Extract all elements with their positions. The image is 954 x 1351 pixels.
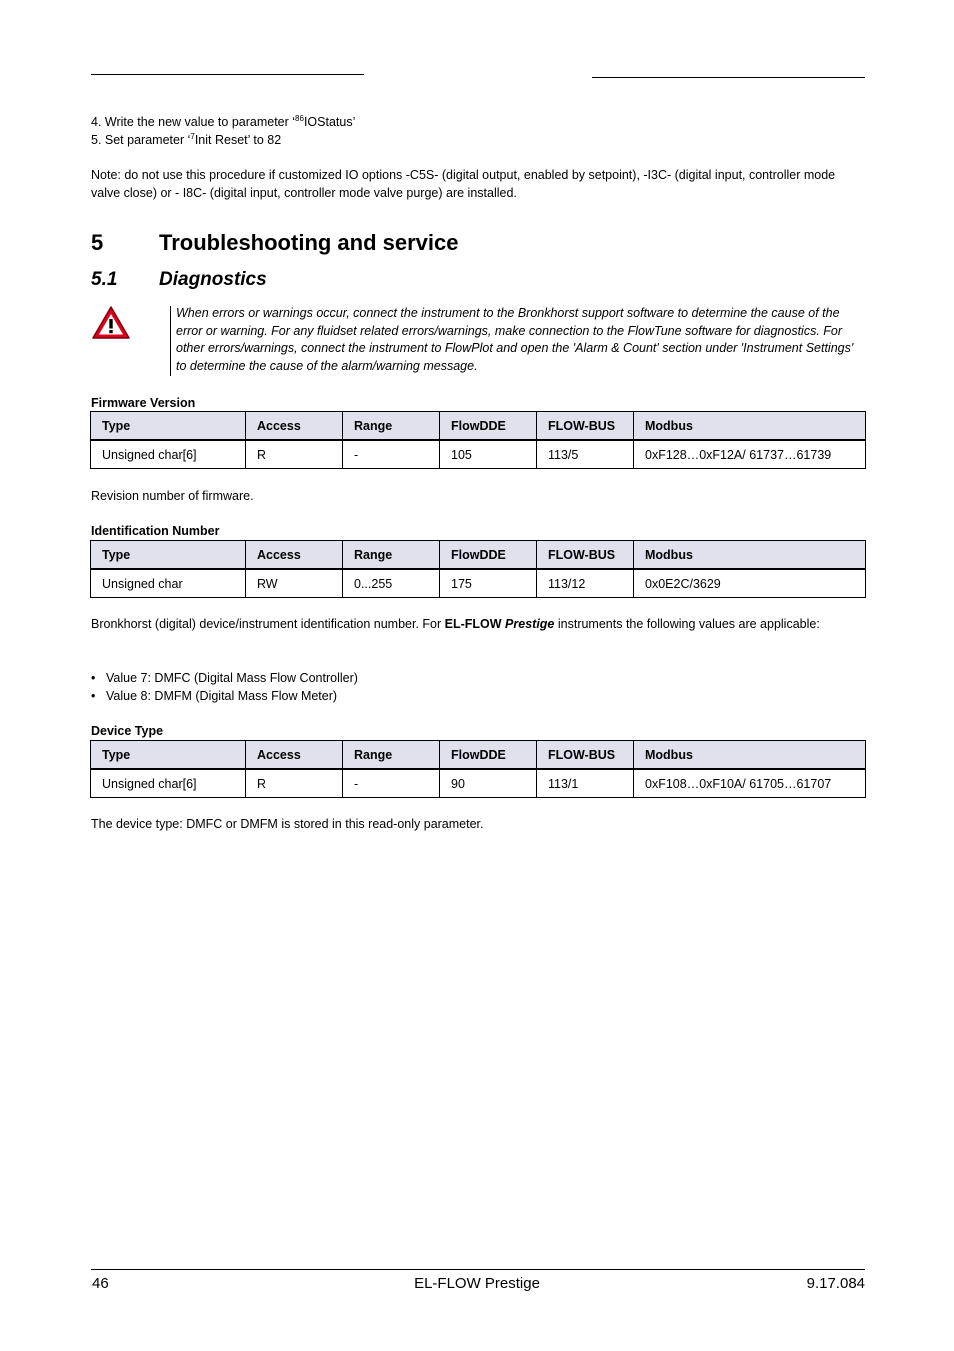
cell-modbus: 0xF108…0xF10A/ 61705…61707 [634,769,866,798]
col-access: Access [246,412,343,441]
section-heading: 5 Troubleshooting and service [91,230,459,255]
warning-text: When errors or warnings occur, connect the instrument to the Bronkhorst support software to determine the cause of the error or warning. For any fluidset related errors/warnings, make connection to the FlowTune software for diagnostics. For other errors/warnings, connect the instrument to FlowPlot and open the 'Alarm & Count' section under 'Instrument Settings' to determine the cause of the alarm/warning message. [176,306,854,373]
subsection-heading: 5.1 Diagnostics [91,269,267,290]
step-item: 5. Set parameter ‘$^7$Init Reset’ to 82 [91,132,282,147]
cell-type: Unsigned char [91,569,246,598]
footer-product-name: EL-FLOW Prestige [414,1275,540,1292]
cell-type: Unsigned char[6] [91,769,246,798]
cell-access: R [246,440,343,469]
col-modbus: Modbus [634,541,866,570]
table-header-row [91,541,866,570]
cell-type: Unsigned char[6] [91,440,246,469]
col-range: Range [343,741,440,770]
cell-flowbus: 113/12 [537,569,634,598]
cell-modbus: 0xF128…0xF12A/ 61737…61739 [634,440,866,469]
table-row [91,769,866,798]
firmware-version-label: Firmware Version [91,396,196,410]
cell-range: 0...255 [343,569,440,598]
col-access: Access [246,541,343,570]
col-type: Type [91,541,246,570]
col-flowdde: FlowDDE [440,412,537,441]
warning-divider [170,306,171,376]
device-type-description: The device type: DMFC or DMFM is stored in this read-only parameter. [91,817,484,831]
col-flowbus: FLOW-BUS [537,541,634,570]
identification-values-list [91,670,791,706]
cell-range: - [343,440,440,469]
cell-flowdde: 90 [440,769,537,798]
cell-modbus: 0x0E2C/3629 [634,569,866,598]
col-flowdde: FlowDDE [440,541,537,570]
header-rule-right [592,77,865,78]
identification-number-label: Identification Number [91,524,220,538]
list-item: • Value 8: DMFM (Digital Mass Flow Meter) [91,689,338,703]
col-flowbus: FLOW-BUS [537,741,634,770]
cell-flowdde: 175 [440,569,537,598]
col-type: Type [91,741,246,770]
header-rule-left [91,74,364,75]
firmware-description: Revision number of firmware. [91,489,254,503]
footer-document-number: 9.17.084 [806,1275,865,1292]
device-type-table [90,740,866,798]
cell-flowdde: 105 [440,440,537,469]
cell-access: RW [246,569,343,598]
procedure-steps [91,114,861,150]
col-access: Access [246,741,343,770]
col-range: Range [343,541,440,570]
cell-range: - [343,769,440,798]
page-number: 46 [92,1275,109,1292]
firmware-version-table [90,411,866,469]
list-item: • Value 7: DMFC (Digital Mass Flow Controller) [91,671,358,685]
table-row [91,440,866,469]
footer-rule [91,1269,865,1270]
table-header-row [91,741,866,770]
identification-number-table [90,540,866,598]
identification-description: Bronkhorst (digital) device/instrument identification number. For EL-FLOW Prestige instruments the following values are applicable: [91,617,820,631]
col-modbus: Modbus [634,412,866,441]
table-row [91,569,866,598]
col-type: Type [91,412,246,441]
cell-flowbus: 113/5 [537,440,634,469]
col-modbus: Modbus [634,741,866,770]
step-item: 4. Write the new value to parameter ‘$^{86}$IOStatus’ [91,114,356,129]
note-paragraph: Note: do not use this procedure if customized IO options -C5S- (digital output, enabled by setpoint), -I3C- (digital input, controller mode valve close) or - I8C- (digital input, controller mode valve purge) are installed. [91,168,836,200]
cell-flowbus: 113/1 [537,769,634,798]
col-flowdde: FlowDDE [440,741,537,770]
cell-access: R [246,769,343,798]
device-type-label: Device Type [91,724,164,738]
col-flowbus: FLOW-BUS [537,412,634,441]
table-header-row [91,412,866,441]
col-range: Range [343,412,440,441]
warning-triangle-icon [91,305,131,341]
